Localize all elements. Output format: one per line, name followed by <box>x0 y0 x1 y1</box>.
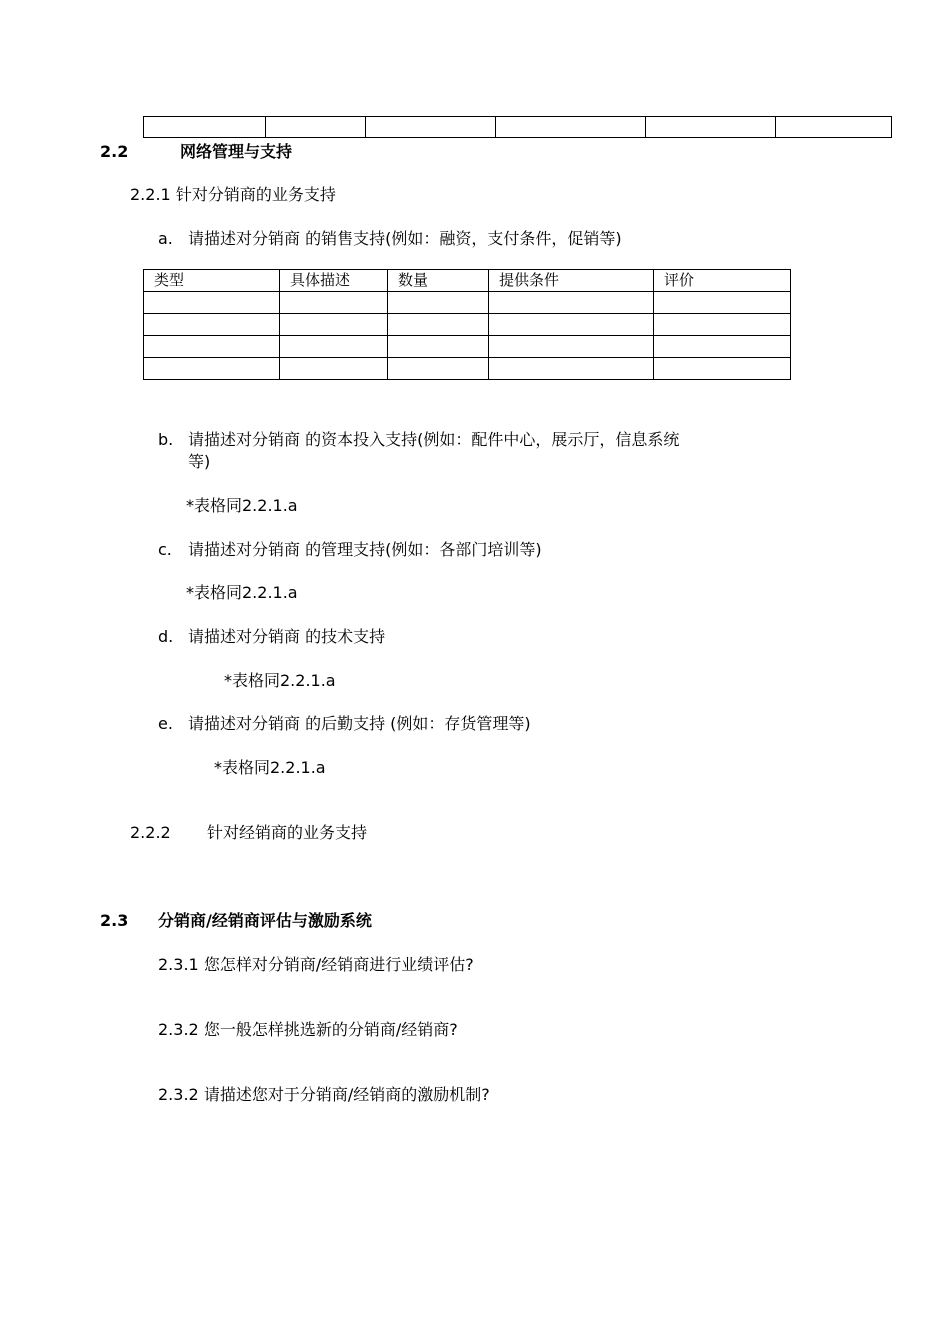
item-text: 请描述对分销商 的技术支持 <box>188 627 386 646</box>
question-text: 请描述您对于分销商/经销商的激励机制? <box>203 1085 490 1104</box>
table-cell <box>144 292 280 314</box>
question-text: 您一般怎样挑选新的分销商/经销商? <box>203 1020 458 1039</box>
column-header: 提供条件 <box>489 270 654 292</box>
table-header-row <box>144 270 791 292</box>
section-2-2-title: 网络管理与支持 <box>180 142 293 161</box>
column-header: 类型 <box>144 270 280 292</box>
section-2-3-title: 分销商/经销商评估与激励系统 <box>158 911 372 930</box>
question-2-3-2 <box>158 1020 458 1040</box>
subsection-2-2-1-heading <box>130 185 336 205</box>
column-header: 具体描述 <box>280 270 388 292</box>
table-cell <box>266 117 366 138</box>
item-text: 请描述对分销商 的管理支持(例如：各部门培训等) <box>188 540 542 559</box>
table-row <box>144 292 791 314</box>
item-d-note: *表格同2.2.1.a <box>224 671 336 690</box>
item-d <box>158 627 385 647</box>
item-b <box>158 430 679 450</box>
item-e <box>158 714 531 734</box>
table-cell <box>280 336 388 358</box>
question-number: 2.3.2 <box>158 1020 199 1039</box>
item-e-note: *表格同2.2.1.a <box>214 758 326 777</box>
table-cell <box>366 117 496 138</box>
support-table <box>143 269 791 380</box>
table-row <box>144 314 791 336</box>
question-text: 您怎样对分销商/经销商进行业绩评估? <box>203 955 474 974</box>
item-letter: c. <box>158 540 172 559</box>
item-letter: e. <box>158 714 173 733</box>
section-2-2-heading <box>100 142 128 162</box>
table-cell <box>144 314 280 336</box>
subsection-number: 2.2.1 <box>130 185 171 204</box>
question-2-3-3 <box>158 1085 490 1105</box>
table-row <box>144 336 791 358</box>
continued-table <box>143 116 892 138</box>
item-text: 请描述对分销商 的后勤支持 (例如：存货管理等) <box>188 714 531 733</box>
table-cell <box>654 314 791 336</box>
item-letter: a. <box>158 229 173 248</box>
item-letter: b. <box>158 430 174 449</box>
table-cell <box>388 292 489 314</box>
item-c <box>158 540 542 560</box>
table-cell <box>496 117 646 138</box>
column-header: 数量 <box>388 270 489 292</box>
item-b-note: *表格同2.2.1.a <box>186 496 298 515</box>
item-text: 请描述对分销商 的销售支持(例如：融资，支付条件，促销等) <box>188 229 622 248</box>
subsection-title: 针对分销商的业务支持 <box>175 185 336 204</box>
subsection-2-2-2-number: 2.2.2 <box>130 823 171 842</box>
table-cell <box>280 358 388 380</box>
question-2-3-1 <box>158 955 474 975</box>
question-number: 2.3.2 <box>158 1085 199 1104</box>
table-cell <box>144 117 266 138</box>
table-cell <box>388 314 489 336</box>
table-cell <box>489 336 654 358</box>
table-cell <box>654 292 791 314</box>
item-a <box>158 229 622 249</box>
table-cell <box>654 358 791 380</box>
table-cell <box>489 292 654 314</box>
table-cell <box>280 314 388 336</box>
section-number: 2.2 <box>100 142 129 161</box>
table-cell <box>489 358 654 380</box>
question-number: 2.3.1 <box>158 955 199 974</box>
item-text: 请描述对分销商 的资本投入支持(例如：配件中心，展示厅，信息系统 <box>188 430 680 449</box>
table-cell <box>144 358 280 380</box>
table-row <box>144 117 892 138</box>
table-cell <box>388 358 489 380</box>
item-c-note: *表格同2.2.1.a <box>186 583 298 602</box>
table-cell <box>489 314 654 336</box>
table-cell <box>280 292 388 314</box>
item-b-continuation: 等) <box>188 452 211 471</box>
table-cell <box>654 336 791 358</box>
item-letter: d. <box>158 627 174 646</box>
table-cell <box>646 117 776 138</box>
table-cell <box>388 336 489 358</box>
table-cell <box>776 117 892 138</box>
section-2-3-number: 2.3 <box>100 911 129 930</box>
column-header: 评价 <box>654 270 791 292</box>
table-row <box>144 358 791 380</box>
table-cell <box>144 336 280 358</box>
subsection-2-2-2-title: 针对经销商的业务支持 <box>207 823 368 842</box>
